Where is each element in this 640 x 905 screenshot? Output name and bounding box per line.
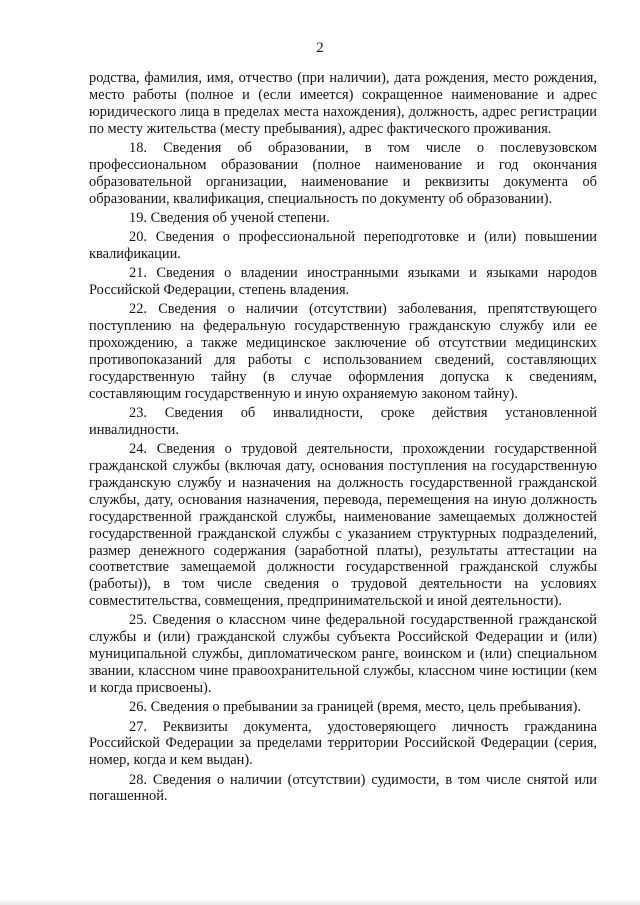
paragraph-item-27: 27. Реквизиты документа, удостоверяющего личность гражданина Российской Федерации за пределами территории Российской Федерации (серия, номер, когда и кем выдан). bbox=[89, 718, 597, 769]
paragraph-item-18: 18. Сведения об образовании, в том числе о послевузовском профессиональном образовании (полное наименование и год окончания образовательной организации, наименование и реквизиты документа об образовании, квалификация, специальность по документу об образовании). bbox=[89, 139, 597, 207]
paragraph-continuation: родства, фамилия, имя, отчество (при наличии), дата рождения, место рождения, место работы (полное и (если имеется) сокращенное наименование и адрес юридического лица в пределах места нахождения), должность, адрес регистрации по месту жительства (месту пребывания), адрес фактического проживания. bbox=[89, 70, 597, 137]
paragraph-item-23: 23. Сведения об инвалидности, сроке действия установленной инвалидности. bbox=[89, 405, 597, 438]
paragraph-item-22: 22. Сведения о наличии (отсутствии) заболевания, препятствующего поступлению на федеральную государственную гражданскую службу или ее прохождению, а также медицинское заключение об отсутствии медицинских противопоказаний для работы с использованием сведений, составляющих государственную тайну (в случае оформления допуска к сведениям, составляющим государственную и иную охраняемую законом тайну). bbox=[89, 301, 597, 402]
page-number: 2 bbox=[316, 40, 324, 56]
paragraph-item-24: 24. Сведения о трудовой деятельности, прохождении государственной гражданской службы (включая дату, основания поступления на государственную гражданскую службу и назначения на должность государственной гражданской службы, дату, основания назначения, перевода, перемещения на иную должность государственной гражданской службы, наименование замещаемых должностей государственной гражданской службы с указанием структурных подразделений, размер денежного содержания (заработной платы), результаты аттестации на соответствие замещаемой должности государственной гражданской службы (работы)), в том числе сведения о трудовой деятельности на условиях совместительства, совмещения, предпринимательской и иной деятельности). bbox=[89, 441, 597, 610]
document-body bbox=[89, 70, 597, 805]
paragraph-item-28: 28. Сведения о наличии (отсутствии) судимости, в том числе снятой или погашенной. bbox=[89, 771, 597, 805]
paragraph-item-20: 20. Сведения о профессиональной переподготовке и (или) повышении квалификации. bbox=[89, 229, 597, 262]
paragraph-item-21: 21. Сведения о владении иностранными языками и языками народов Российской Федерации, степень владения. bbox=[89, 265, 597, 299]
paragraph-item-25: 25. Сведения о классном чине федеральной государственной гражданской службы и (или) гражданской службы субъекта Российской Федерации и (или) муниципальной службы, дипломатическом ранге, воинском и (или) специальном звании, классном чине правоохранительной службы, классном чине юстиции (кем и когда присвоены). bbox=[89, 612, 597, 697]
paragraph-item-19: 19. Сведения об ученой степени. bbox=[129, 209, 330, 226]
paragraph-item-26: 26. Сведения о пребывании за границей (время, место, цель пребывания). bbox=[129, 699, 582, 716]
scan-bottom-edge bbox=[0, 899, 640, 905]
